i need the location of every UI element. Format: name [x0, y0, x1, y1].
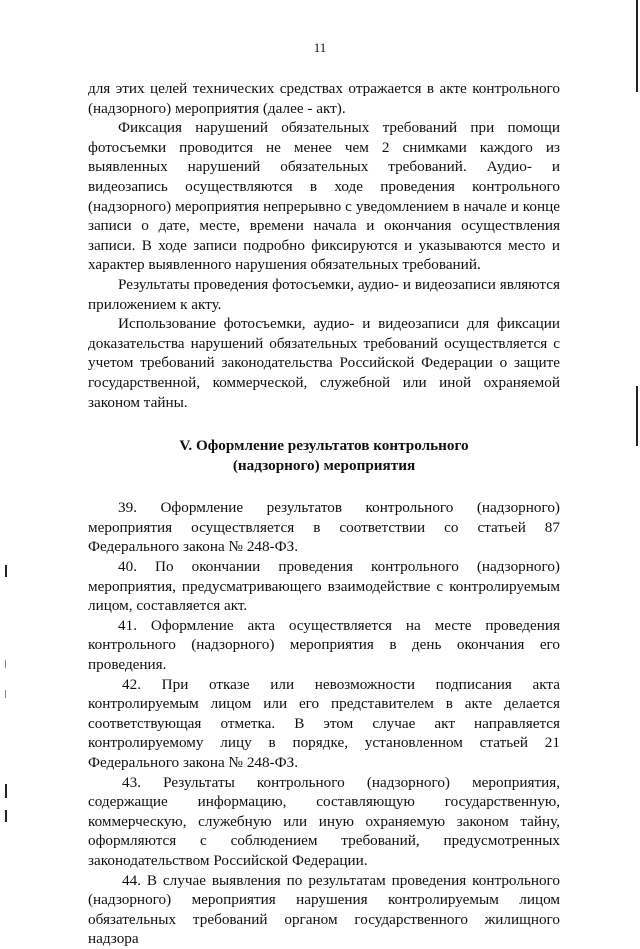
scan-edge-mark-left-4 — [5, 784, 7, 798]
page-number: 11 — [313, 40, 327, 55]
paragraph-results-attachment: Результаты проведения фотосъемки, аудио- и видеозаписи являются приложением к акту. — [88, 275, 560, 313]
scan-edge-mark-right-top — [636, 0, 638, 92]
section-title-line2: (надзорного) мероприятия — [232, 456, 416, 474]
scan-edge-mark-left-3 — [5, 690, 6, 698]
section-title — [88, 436, 560, 475]
list-item-41: 41. Оформление акта осуществляется на месте проведения контрольного (надзорного) мероприятия в день окончания его проведения. — [88, 616, 560, 674]
list-item-39: 39. Оформление результатов контрольного (надзорного) мероприятия осуществляется в соответствии со статьей 87 Федерального закона № 248-ФЗ. — [88, 499, 560, 556]
scan-edge-mark-left-1 — [5, 565, 7, 577]
scan-edge-mark-left-5 — [5, 810, 7, 822]
scan-edge-mark-left-2 — [5, 660, 6, 668]
document-body — [88, 79, 560, 949]
paragraph-continuation: для этих целей технических средствах отражается в акте контрольного (надзорного) мероприятия (далее - акт). — [88, 80, 560, 117]
list-item-42: 42. При отказе или невозможности подписания акта контролируемым лицом или его представителем в акте делается соответствующая отметка. В этом случае акт направляется контролируемому лицу в порядке, установленном статьей 21 Федерального закона № 248-ФЗ. — [88, 675, 560, 771]
paragraph-usage-secrecy: Использование фотосъемки, аудио- и видеозаписи для фиксации доказательства нарушений обязательных требований осуществляется с учетом требований законодательства Российской Федерации о защите государственной, коммерческой, служебной или иной охраняемой законом тайны. — [88, 315, 560, 411]
list-item-40: 40. По окончании проведения контрольного (надзорного) мероприятия, предусматривающего взаимодействие с контролируемым лицом, составляется акт. — [88, 558, 560, 615]
paragraph-photo-fixation: Фиксация нарушений обязательных требований при помощи фотосъемки проводится не менее чем 2 снимками каждого из выявленных нарушений обязательных требований. Аудио- и видеозапись осуществляются в ходе проведения контрольного (надзорного) мероприятия непрерывно с уведомлением в начале и конце записи о дате, месте, времени начала и окончания осуществления записи. В ходе записи подробно фиксируются и указываются место и характер выявленного нарушения обязательных требований. — [88, 119, 560, 274]
list-item-43: 43. Результаты контрольного (надзорного) мероприятия, содержащие информацию, составляющую государственную, коммерческую, служебную или иную охраняемую законом тайну, оформляются с соблюдением требований, предусмотренных законодательством Российской Федерации. — [88, 773, 560, 869]
list-item-44: 44. В случае выявления по результатам проведения контрольного (надзорного) мероприятия нарушения контролируемым лицом обязательных требований органом государственного жилищного надзора — [88, 871, 560, 948]
section-title-line1: V. Оформление результатов контрольного — [179, 437, 469, 455]
scan-edge-mark-right-middle — [636, 386, 638, 446]
